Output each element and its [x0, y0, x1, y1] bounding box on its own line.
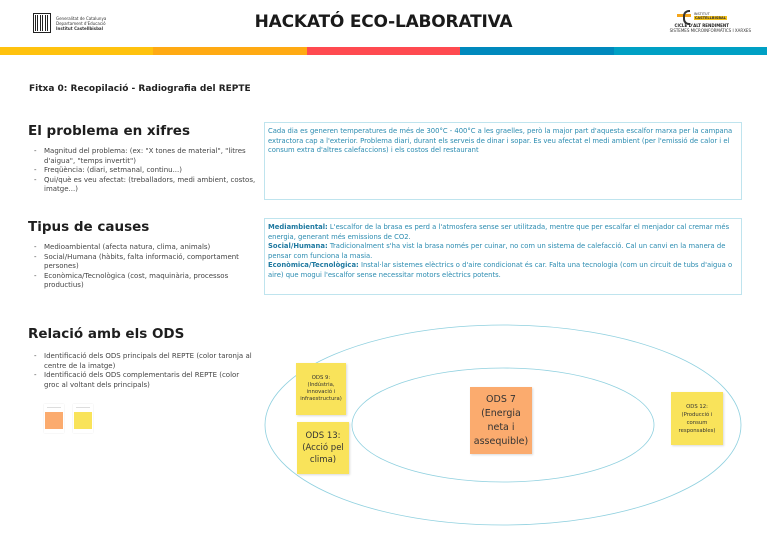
legend-note-complementary	[73, 404, 93, 433]
causes-answer-box[interactable]	[264, 218, 742, 295]
stripe-segment	[0, 47, 153, 55]
stripe-segment	[460, 47, 613, 55]
institut-logo	[639, 10, 759, 33]
sticky-note-ods12[interactable]	[671, 392, 723, 445]
cycle-label: CICLE D'ALT RENDIMENT	[674, 23, 729, 28]
stripe-segment	[307, 47, 460, 55]
page-title: HACKATÓ ECO-LABORATIVA	[254, 12, 513, 32]
section-heading-causes: Tipus de causes	[28, 219, 150, 235]
section-heading-problem: El problema en xifres	[28, 123, 190, 139]
ods12-label: ODS 12: (Producció i consum responsables)	[678, 403, 716, 434]
cause-social: Social/Humana: Tradicionalment s'ha vist la brasa només per cuinar, no com un sistema de calefacció. Cal un canvi en la manera de pensar com funciona la masia.	[268, 242, 726, 260]
institut-logo-icon	[677, 10, 691, 21]
bullet-item: - Freqüència: (diari, setmanal, continu...)	[34, 166, 256, 176]
ods7-label: ODS 7 (Energia neta i assequible)	[473, 393, 529, 447]
yellow-swatch	[74, 412, 92, 429]
bullet-item: - Medioambiental (afecta natura, clima, animals)	[34, 243, 256, 253]
orange-swatch	[45, 412, 63, 429]
cycle-subtitle: SISTEMES MICROINFORMÀTICS I XARXES	[669, 28, 751, 33]
cause-environmental: Mediambiental: L'escalfor de la brasa es perd a l'atmosfera sense ser utilitzada, mentre que per escalfar el menjador cal cremar més energia, generant més emissions de CO2.	[268, 223, 730, 241]
logo-line-3: Institut Castellbisbal	[56, 25, 103, 31]
bullet-item: - Magnitud del problema: (ex: "X tones de material", "litres d'aigua", "temps invertit")	[34, 147, 256, 166]
ods9-label: ODS 9: (Indústria, innovació i infraestructura)	[300, 375, 342, 402]
sticky-note-ods9[interactable]	[296, 363, 346, 415]
causes-bullets	[34, 243, 256, 291]
institut-label: INSTITUT	[693, 11, 710, 16]
problem-answer-box[interactable]: Cada dia es generen temperatures de més de 300°C - 400°C a les graelles, però la major part d'aquesta escalfor marxa per la campana extractora cap a l'exterior. Problema diari, durant els serveis de dinar i sopar. Es veu afectat el medi ambient (per l'emissió de calor i el consum extra d'altres calefaccions) i els costos del restaurant	[264, 122, 742, 200]
logo-line-2: Departament d'Educació	[56, 20, 106, 26]
sticky-note-ods13[interactable]	[297, 422, 349, 474]
problem-bullets	[34, 147, 256, 195]
bullet-item: - Identificació dels ODS principals del REPTE (color taronja al centre de la imatge)	[34, 352, 256, 371]
bullet-item: - Qui/què es veu afectat: (treballadors, medi ambient, costos, imatge...)	[34, 176, 256, 195]
stripe-segment	[153, 47, 306, 55]
sticky-note-ods7[interactable]	[470, 387, 532, 454]
institut-name: CASTELLBISBAL	[694, 15, 726, 20]
ods13-label: ODS 13: (Acció pel clima)	[302, 431, 344, 465]
color-stripe	[0, 47, 767, 55]
fitxa-title: Fitxa 0: Recopilació - Radiografia del REPTE	[29, 84, 251, 94]
legend-note-principal	[44, 404, 64, 433]
section-heading-ods: Relació amb els ODS	[28, 326, 185, 342]
cause-economic: Econòmica/Tecnològica: Instal·lar sistemes elèctrics o d'aire condicionat és car. Falta una tecnologia (com un circuit de tubs d'aigua o aire) que mogui l'escalfor sense necessitar motors elèctrics potents.	[268, 261, 733, 279]
bullet-item: - Social/Humana (hàbits, falta informació, comportament persones)	[34, 253, 256, 272]
logo-line-1: Generalitat de Catalunya	[56, 15, 107, 21]
bullet-item: - Identificació dels ODS complementaris del REPTE (color groc al voltant dels principals)	[34, 371, 256, 390]
ods-bullets	[34, 352, 256, 390]
bullet-item: - Econòmica/Tecnològica (cost, maquinària, processos productius)	[34, 272, 256, 291]
stripe-segment	[614, 47, 767, 55]
